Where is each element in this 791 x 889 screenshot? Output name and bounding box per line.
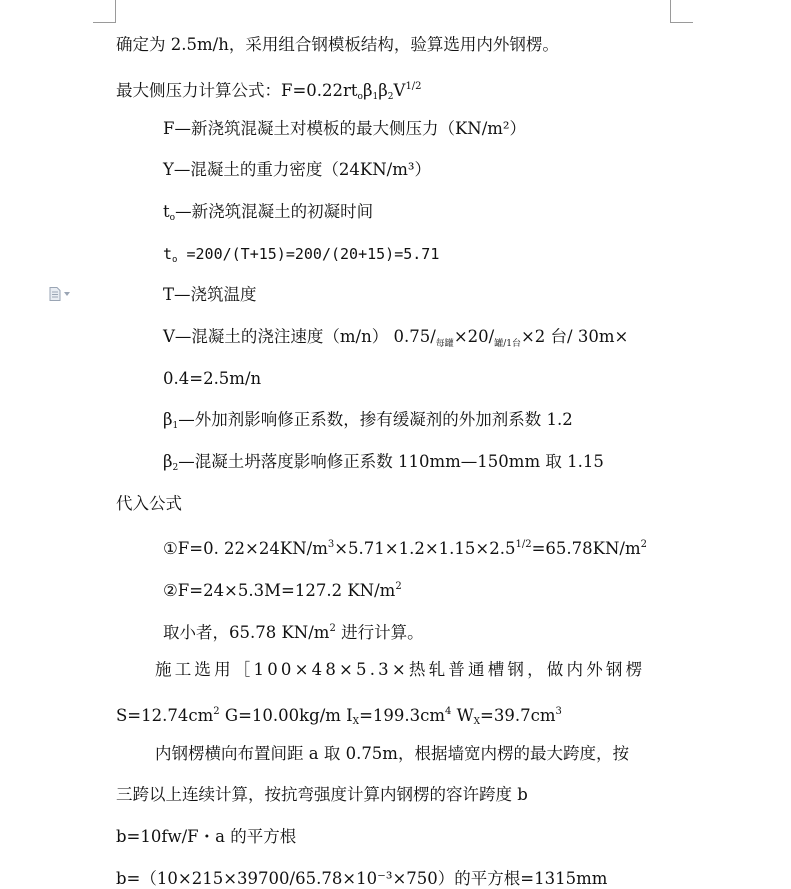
definition-line: $t_o—$新浇筑混凝土的初凝时间 — [163, 202, 374, 223]
definition-line: V—混凝土的浇注速度（m/n） $0.75/_{每罐}\times 20/_{罐/1台}\times 2$ 台/ 30m× — [163, 327, 629, 349]
text-line: 取小者，65.78 $KN/m^2$ 进行计算。 — [163, 623, 424, 642]
text-line: 内钢楞横向布置间距 a 取 0.75m，根据墙宽内楞的最大跨度，按 — [155, 744, 629, 763]
calculation-line: b=（10×215×39700/65.78×10⁻³×750）的平方根=1315mm — [116, 869, 608, 888]
page-corner-mark-left — [93, 0, 116, 23]
properties-line: $S=12.74cm^2$ G=10.00kg/m $I_X=199.3cm^4$ $W_X=39.7cm^3$ — [116, 706, 562, 727]
calculation-line: $t_o =200/(T+15)=200/(20+15)=5.71$ — [163, 245, 440, 265]
paragraph-menu-button[interactable] — [49, 287, 75, 301]
definition-line: T—浇筑温度 — [163, 285, 257, 304]
definition-line: F—新浇筑混凝土对模板的最大侧压力（KN/m²） — [163, 119, 527, 138]
definition-line: $\beta_1—$外加剂影响修正系数，掺有缓凝剂的外加剂系数 1.2 — [163, 410, 573, 431]
definition-line: $\beta_2—$混凝土坍落度影响修正系数 110mm—150mm 取 1.15 — [163, 452, 604, 473]
calculation-line: ②F=24×5.3M=127.2 $KN/m^2$ — [163, 581, 402, 600]
calculation-line: ①F=0. $22\times 24KN/m^3\times 5.71\times 1.2\times 1.15\times 2.5^{1/2}=65.78KN/m^2$ — [163, 539, 647, 558]
formula-line: 最大侧压力计算公式：$F=0.22rt_o\beta_1\beta_2V^{1/2}$ — [116, 81, 422, 102]
text-line: 三跨以上连续计算，按抗弯强度计算内钢楞的容许跨度 b — [116, 785, 528, 804]
text-line: 确定为 2.5m/h，采用组合钢模板结构，验算选用内外钢楞。 — [116, 35, 559, 54]
text-line: 施工选用［100×48×5.3×热轧普通槽钢，做内外钢楞 — [155, 660, 646, 679]
definition-line: Y—混凝土的重力密度（24KN/m³） — [163, 160, 431, 179]
text-line: 0.4=2.5m/n — [163, 369, 262, 388]
document-icon — [49, 287, 61, 301]
text-line: 代入公式 — [116, 494, 182, 513]
formula-line: b=10fw/F・a 的平方根 — [116, 827, 297, 846]
chevron-down-icon — [64, 292, 70, 296]
page-corner-mark-right — [670, 0, 693, 23]
